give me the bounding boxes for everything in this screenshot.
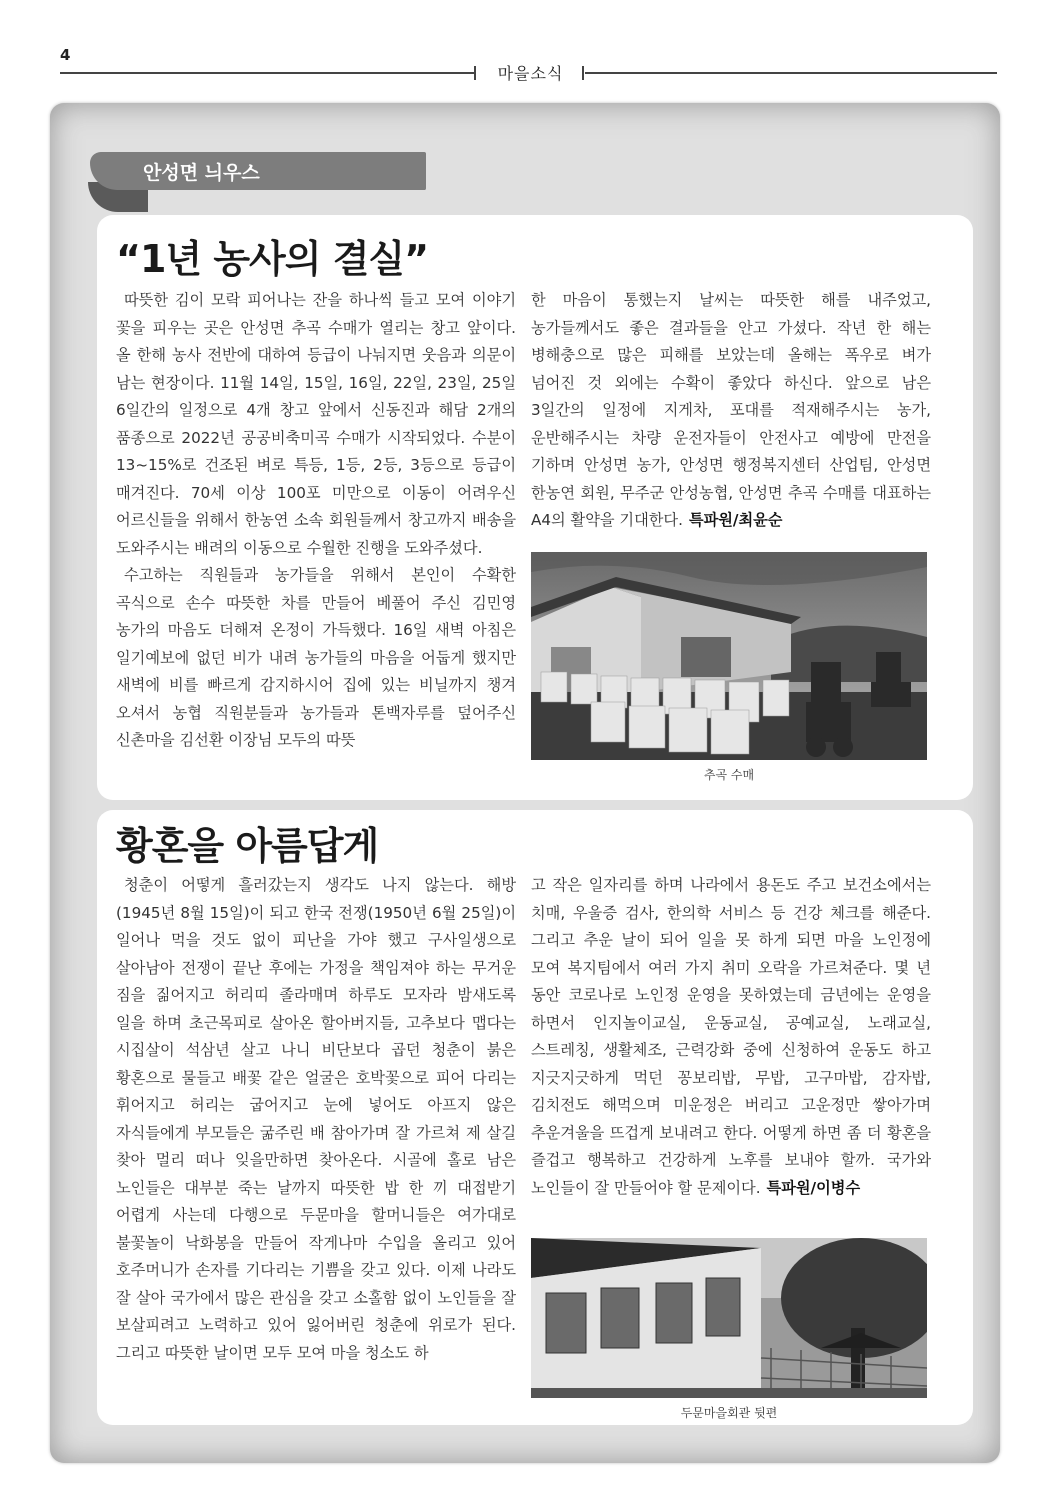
header-rule-left — [60, 72, 475, 74]
grain-warehouse-photo-icon — [531, 552, 927, 760]
article2-byline: 특파원/이병수 — [766, 1178, 861, 1197]
header-tick-left — [474, 66, 476, 80]
article1-right-text: 한 마음이 통했는지 날씨는 따뜻한 해를 내주었고, 농가들께서도 좋은 결과들을 안고 가셨다. 작년 한 해는 병해충으로 많은 피해를 보았는데 올해는 폭우로 벼가 넘어진 것 외에는 수확이 좋았다 하신다. 앞으로 남은 3일간의 일정에 지게차, 포대를 적재해주시는 농가, 운반해주시는 차량 운전자들이 안전사고 예방에 만전을 기하며 안성면 농가, 안성면 행정복지센터 산업팀, 안성면 한농연 회원, 무주군 안성농협, 안성면 추곡 수매를 대표하는 A4의 활약을 기대한다. — [531, 291, 931, 529]
page-number: 4 — [60, 46, 71, 64]
article2-photo — [531, 1238, 927, 1398]
article1-photo — [531, 552, 927, 760]
article2-title: 황혼을 아름답게 — [116, 824, 379, 868]
article1-title: “1년 농사의 결실” — [116, 237, 429, 281]
article2-photo-caption: 두문마을회관 뒷편 — [680, 1406, 778, 1420]
article2-left-column — [116, 872, 516, 1367]
article1-byline: 특파원/최윤순 — [688, 511, 783, 529]
article1-right-column — [531, 287, 931, 535]
header-rule-right — [585, 72, 997, 74]
article1-paragraph-2: 수고하는 직원들과 농가들을 위해서 본인이 수확한 곡식으로 손수 따뜻한 차를 만들어 베풀어 주신 김민영 농가의 마음도 더해져 온정이 가득했다. 16일 새벽 아침은 일기예보에 없던 비가 내려 농가들의 마음을 어둡게 했지만 새벽에 비를 빠르게 감지하시어 집에 있는 비닐까지 챙겨 오셔서 농협 직원분들과 농가들과 톤백자루를 덮어주신 신촌마을 김선환 이장님 모두의 따뜻 — [116, 566, 516, 749]
article1-photo-caption: 추곡 수매 — [703, 768, 755, 782]
article1-left-column — [116, 287, 516, 755]
section-name: 마을소식 — [497, 64, 564, 83]
article2-right-text: 고 작은 일자리를 하며 나라에서 용돈도 주고 보건소에서는 치매, 우울증 검사, 한의학 서비스 등 건강 체크를 해준다. 그리고 추운 날이 되어 일을 못 하게 되면 마을 노인정에 모여 복지팀에서 여러 가지 취미 오락을 가르쳐준다. 몇 년 동안 코로나로 노인정 운영을 못하였는데 금년에는 운영을 하면서 인지놀이교실, 운동교실, 공예교실, 노래교실, 스트레칭, 생활체조, 근력강화 중에 신청하여 운동도 하고 지긋지긋하게 먹던 꽁보리밥, 무밥, 고구마밥, 감자밥, 김치전도 해먹으며 미운정은 버리고 고운정만 쌓아가며 추운겨울을 뜨겁게 보내려고 한다. 어떻게 하면 좀 더 황혼을 즐겁고 행복하고 건강하게 노후를 보내야 할까. 국가와 노인들이 잘 만들어야 할 문제이다. — [531, 876, 931, 1197]
article2-left-text: 청춘이 어떻게 흘러갔는지 생각도 나지 않는다. 해방(1945년 8월 15일)이 되고 한국 전쟁(1950년 6월 25일)이 일어나 먹을 것도 없이 피난을 가야 했고 구사일생으로 살아남아 전쟁이 끝난 후에는 가정을 책임져야 하는 무거운 짐을 짊어지고 허리띠 졸라매며 하루도 모자라 밤새도록 일을 하며 초근목피로 살아온 할아버지들, 고추보다 맵다는 시집살이 석삼년 살고 나니 비단보다 곱던 청춘이 붉은 황혼으로 물들고 배꽃 같은 얼굴은 호박꽃으로 피어 다리는 휘어지고 허리는 굽어지고 눈에 넣어도 아프지 않은 자식들에게 부모들은 굶주린 배 참아가며 잘 가르쳐 제 살길 찾아 멀리 떠나 잊을만하면 찾아온다. 시골에 홀로 남은 노인들은 대부분 죽는 날까지 따뜻한 밥 한 끼 대접받기 어렵게 사는데 다행으로 두문마을 할머니들은 여가대로 불꽃놀이 낙화봉을 만들어 작게나마 수입을 올리고 있어 호주머니가 손자를 기다리는 기쁨을 갖고 있다. 이제 나라도 잘 살아 국가에서 많은 관심을 갖고 소홀함 없이 노인들을 잘 보살피려고 노력하고 있어 잃어버린 청춘에 위로가 된다. 그리고 따뜻한 날이면 모두 모여 마을 청소도 하 — [116, 876, 516, 1362]
category-label: 안성면 늬우스 — [143, 162, 260, 184]
village-hall-photo-icon — [531, 1238, 927, 1398]
article1-paragraph-1: 따뜻한 김이 모락 피어나는 잔을 하나씩 들고 모여 이야기 꽃을 피우는 곳은 안성면 추곡 수매가 열리는 창고 앞이다. 올 한해 농사 전반에 대하여 등급이 나눠지면 웃음과 의문이 남는 현장이다. 11월 14일, 15일, 16일, 22일, 23일, 25일 6일간의 일정으로 4개 창고 앞에서 신동진과 해담 2개의 품종으로 2022년 공공비축미곡 수매가 시작되었다. 수분이 13~15%로 건조된 벼로 특등, 1등, 2등, 3등으로 등급이 매겨진다. 70세 이상 100포 미만으로 이동이 어려우신 어르신들을 위해서 한농연 소속 회원들께서 창고까지 배송을 도와주시는 배려의 이동으로 수월한 진행을 도와주셨다. — [116, 291, 516, 557]
header-tick-right — [582, 66, 584, 80]
article2-right-column — [531, 872, 931, 1202]
